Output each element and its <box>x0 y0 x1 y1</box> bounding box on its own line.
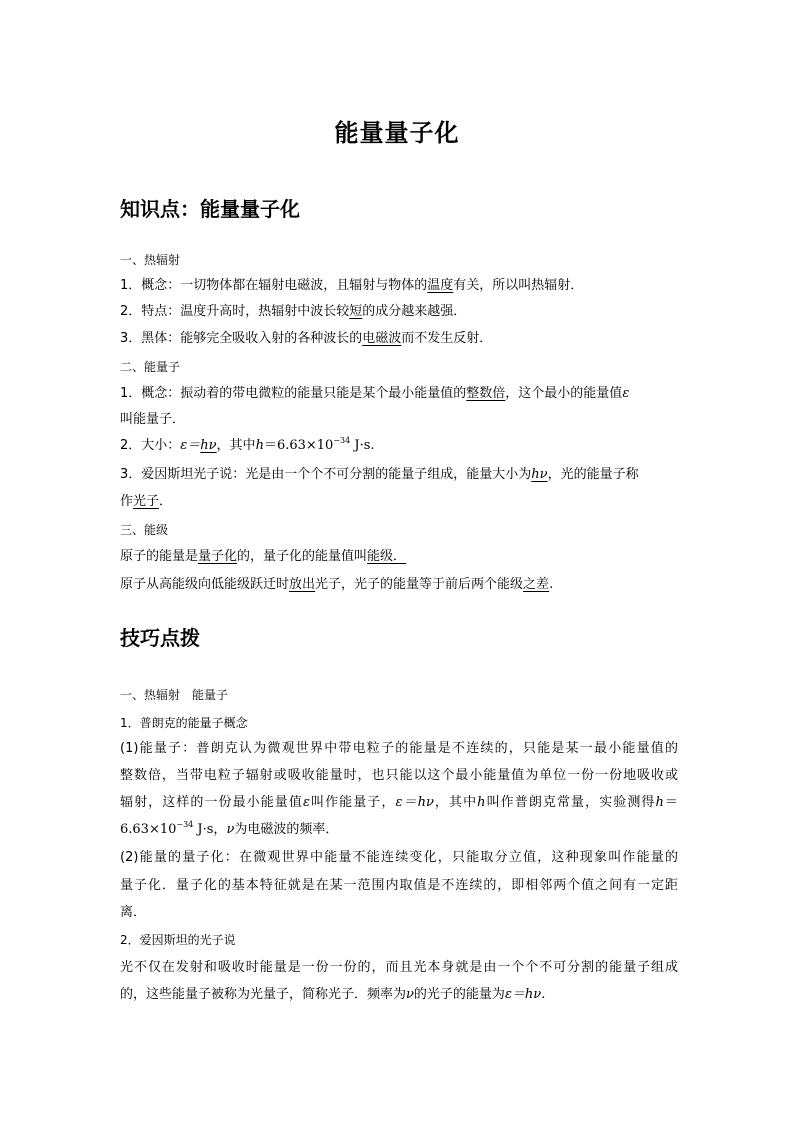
level-line-2: 原子从高能级向低能级跃迁时放出光子，光子的能量等于前后两个能级之差. <box>120 577 554 592</box>
quantum-item-3-cont: 作光子． <box>120 494 173 509</box>
planck-paragraph-line-1: (1)能量子：普朗克认为微观世界中带电粒子的能量是不连续的，只能是某一最小能量值的 <box>120 741 678 756</box>
subheading-energy-level: 三、能级 <box>120 523 169 537</box>
subheading-thermal-radiation: 一、热辐射 <box>120 253 181 267</box>
thermal-item-3: 3．黑体：能够完全吸收入射的各种波长的电磁波而不发生反射． <box>120 331 493 346</box>
subheading-einstein: 2．爱因斯坦的光子说 <box>120 933 236 947</box>
level-line-1: 原子的能量是量子化的，量子化的能量值叫能级． <box>120 549 407 564</box>
thermal-item-1: 1．概念：一切物体都在辐射电磁波，且辐射与物体的温度有关，所以叫热辐射． <box>120 278 584 293</box>
photon-paragraph-line-1: 光不仅在发射和吸收时能量是一份一份的，而且光本身就是由一个个不可分割的能量子组成 <box>120 960 678 975</box>
planck-paragraph-line-3: 辐射，这样的一份最小能量值ε叫作能量子，ε＝hν，其中h叫作普朗克常量，实验测得h＝ <box>120 795 678 810</box>
photon-paragraph-line-2: 的，这些能量子被称为光量子，简称光子．频率为ν的光子的能量为ε＝hν. <box>120 987 546 1002</box>
planck-paragraph-line-2: 整数倍，当带电粒子辐射或吸收能量时，也只能以这个最小能量值为单位一份一份地吸收或 <box>120 768 678 783</box>
subheading-energy-quantum: 二、能量子 <box>120 360 181 374</box>
quantum-item-3: 3．爱因斯坦光子说：光是由一个个不可分割的能量子组成，能量大小为hν，光的能量子称 <box>120 467 639 482</box>
quantum-item-2: 2．大小：ε＝hν，其中$h=6.63\times 10^{-34}$ J·s. <box>120 436 375 453</box>
quantization-paragraph-line-3: 离． <box>120 905 147 920</box>
quantization-paragraph-line-2: 量子化．量子化的基本特征就是在某一范围内取值是不连续的，即相邻两个值之间有一定距 <box>120 878 678 893</box>
page-title: 能量量子化 <box>334 119 460 147</box>
planck-paragraph-line-4: $6.63\times 10^{-34}$ J·s，ν为电磁波的频率． <box>120 820 339 837</box>
subheading-planck: 1．普朗克的能量子概念 <box>120 716 248 730</box>
quantum-item-1-cont: 叫能量子． <box>120 412 186 427</box>
section-heading-knowledge: 知识点：能量量子化 <box>120 197 300 221</box>
subheading-thermal-quantum: 一、热辐射 能量子 <box>120 688 229 702</box>
quantum-item-1: 1．概念：振动着的带电微粒的能量只能是某个最小能量值的整数倍，这个最小的能量值ε <box>120 386 630 401</box>
quantization-paragraph-line-1: (2)能量的量子化：在微观世界中能量不能连续变化，只能取分立值，这种现象叫作能量的 <box>120 850 678 865</box>
thermal-item-2: 2．特点：温度升高时，热辐射中波长较短的成分越来越强． <box>120 304 467 319</box>
section-heading-tips: 技巧点拨 <box>120 626 200 650</box>
